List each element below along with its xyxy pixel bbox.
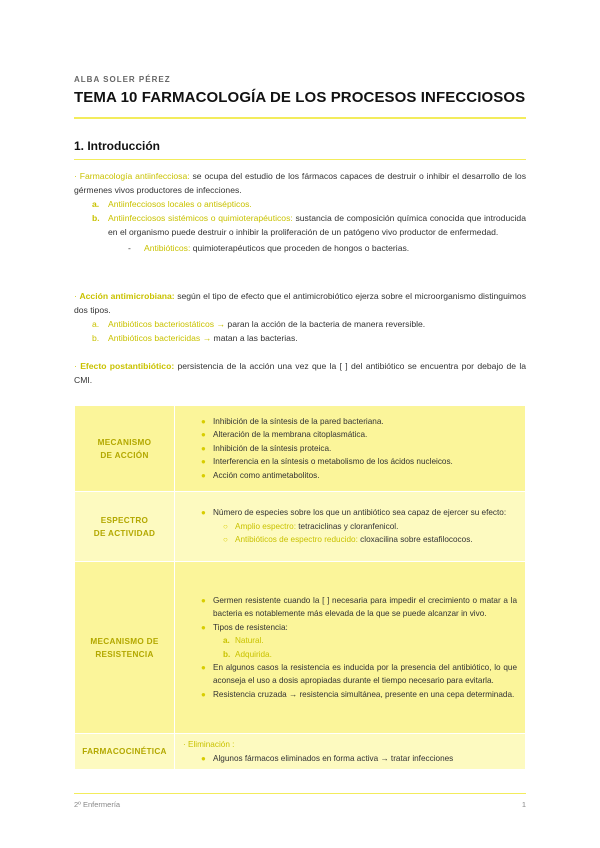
item-text: Tipos de resistencia:	[213, 622, 288, 632]
sub-item	[183, 533, 517, 546]
row-content	[175, 734, 526, 770]
sub-text: tetraciclinas y cloranfenicol.	[295, 521, 399, 531]
bullet-item	[183, 752, 517, 765]
item-text: Número de especies sobre los que un antibiótico sea capaz de ejercer su efecto:	[213, 508, 507, 518]
bullet-dot: ·	[74, 291, 77, 301]
bullet-icon: ●	[201, 443, 206, 453]
bullet-item	[183, 594, 517, 621]
text-farmacologia: se ocupa del estudio de los fármacos capaces de destruir o inhibir el desarrollo de los gérmenes vivos productores de infecciones.	[74, 171, 526, 195]
table-row	[75, 734, 526, 770]
bullet-icon: ●	[201, 457, 206, 467]
row-content	[175, 562, 526, 734]
item-text: Interferencia en la síntesis o metabolismo de los ácidos nucleicos.	[213, 457, 453, 467]
bullet-item	[183, 688, 517, 701]
bullet-item	[183, 506, 517, 519]
row-content	[175, 406, 526, 492]
label-line: DE ACCIÓN	[100, 450, 149, 460]
bullet-icon: ●	[201, 595, 206, 605]
page-number: 1	[521, 800, 526, 809]
table-row	[75, 492, 526, 562]
section-heading: 1. Introducción	[74, 139, 161, 153]
list-marker: b.	[92, 213, 100, 223]
dash-marker: -	[128, 243, 131, 253]
sub-item	[183, 520, 517, 533]
bullet-item	[183, 442, 517, 455]
text-postantibiotico: persistencia de la acción una vez que la [ ] del antibiótico se encuentra por debajo de la CMI.	[74, 361, 527, 385]
footer-rule	[74, 793, 526, 794]
list-text: quimioterapéuticos que proceden de hongos o bacterias.	[190, 243, 410, 253]
sub-item	[183, 634, 517, 647]
term-farmacologia: Farmacología antiinfecciosa:	[79, 171, 190, 181]
list-term: Antibióticos bacteriostáticos →	[108, 319, 226, 329]
page-title: TEMA 10 FARMACOLOGÍA DE LOS PROCESOS INFECCIOSOS	[74, 89, 526, 106]
term-accion: Acción antimicrobiana:	[79, 291, 175, 301]
label-line: MECANISMO	[97, 437, 152, 447]
bullet-icon: ●	[201, 689, 206, 699]
row-label	[75, 734, 175, 770]
summary-table	[74, 405, 526, 770]
paragraph-farmacologia	[74, 169, 526, 255]
paragraph-accion	[74, 289, 526, 345]
bullet-item	[183, 455, 517, 468]
label-line: RESISTENCIA	[95, 649, 154, 659]
bullet-icon: ●	[201, 470, 206, 480]
sub-text: Natural.	[235, 636, 264, 646]
bullet-item	[183, 621, 517, 634]
list-text: paran la acción de la bacteria de manera reversible.	[225, 319, 426, 329]
row-content	[175, 492, 526, 562]
item-text: En algunos casos la resistencia es inducida por la presencia del antibiótico, lo que aconseja el uso a dosis apropiadas durante el tiempo necesario para evitarla.	[213, 662, 517, 686]
list-text: matan a las bacterias.	[211, 333, 298, 343]
label-line: DE ACTIVIDAD	[93, 528, 156, 538]
bullet-icon: ●	[201, 508, 206, 518]
item-text: Germen resistente cuando la [ ] necesaria para impedir el crecimiento o matar a la bacteria es notablemente más elevada de la que se puede alcanzar in vivo.	[213, 595, 517, 619]
section-rule	[74, 159, 526, 160]
bullet-dot: ·	[74, 171, 77, 181]
item-text: Alteración de la membrana citoplasmática.	[213, 430, 368, 440]
footer-course: 2º Enfermería	[74, 800, 121, 809]
text-accion: según el tipo de efecto que el antimicrobiótico ejerza sobre el microorganismo distinguimos dos tipos.	[74, 291, 527, 315]
item-text: Resistencia cruzada → resistencia simultánea, presente en una cepa determinada.	[213, 689, 515, 699]
bullet-icon: ●	[201, 753, 206, 763]
bullet-icon: ●	[201, 430, 206, 440]
row-label	[75, 406, 175, 492]
list-item	[74, 197, 526, 211]
sub-heading: · Eliminación :	[183, 740, 235, 750]
row-label	[75, 562, 175, 734]
item-text: Algunos fármacos eliminados en forma activa → tratar infecciones	[213, 753, 454, 763]
list-text: Antiinfecciosos locales o antisépticos.	[108, 199, 252, 209]
sub-marker: b.	[223, 649, 231, 659]
list-marker: a.	[92, 319, 100, 329]
item-text: Inhibición de la síntesis proteica.	[213, 443, 332, 453]
bullet-item	[183, 428, 517, 441]
ring-bullet-icon: ○	[223, 535, 228, 545]
term-postantibiotico: Efecto postantibiótico:	[80, 361, 175, 371]
list-text: sustancia de composición química conocida que introducida en el organismo puede destruir o inhibir la proliferación de un patógeno vivo productor de enfermedad.	[108, 213, 526, 237]
bullet-item	[183, 661, 517, 688]
sub-term: Antibióticos de espectro reducido:	[235, 535, 358, 545]
list-term: Antibióticos bactericidas →	[108, 333, 212, 343]
list-item	[74, 317, 526, 331]
bullet-dot: ·	[74, 361, 77, 371]
item-text: Inhibición de la síntesis de la pared bacteriana.	[213, 416, 384, 426]
sub-marker: a.	[223, 636, 230, 646]
bullet-item	[183, 415, 517, 428]
label-line: MECANISMO DE	[90, 636, 159, 646]
table-row	[75, 562, 526, 734]
label-line: ESPECTRO	[100, 515, 149, 525]
sub-text: cloxacilina sobre estafilococos.	[357, 535, 473, 545]
bullet-item	[183, 469, 517, 482]
author-name: ALBA SOLER PÉREZ	[74, 75, 171, 84]
ring-bullet-icon: ○	[223, 521, 228, 531]
list-marker: a.	[92, 199, 100, 209]
list-item	[74, 211, 526, 239]
sub-item	[183, 648, 517, 661]
sub-text: Adquirida.	[235, 649, 272, 659]
list-marker: b.	[92, 333, 100, 343]
list-term: Antiinfecciosos sistémicos o quimioterapéuticos:	[108, 213, 293, 223]
list-term: Antibióticos:	[144, 243, 191, 253]
bullet-icon: ●	[201, 622, 206, 632]
bullet-icon: ●	[201, 416, 206, 426]
list-item	[74, 331, 526, 345]
sub-term: Amplio espectro:	[235, 521, 296, 531]
label-line: FARMACOCINÉTICA	[82, 747, 167, 756]
list-item	[74, 241, 526, 255]
table-row	[75, 406, 526, 492]
paragraph-postantibiotico	[74, 359, 526, 387]
item-text: Acción como antimetabolitos.	[213, 470, 320, 480]
row-label	[75, 492, 175, 562]
title-rule	[74, 117, 526, 119]
bullet-icon: ●	[201, 662, 206, 672]
